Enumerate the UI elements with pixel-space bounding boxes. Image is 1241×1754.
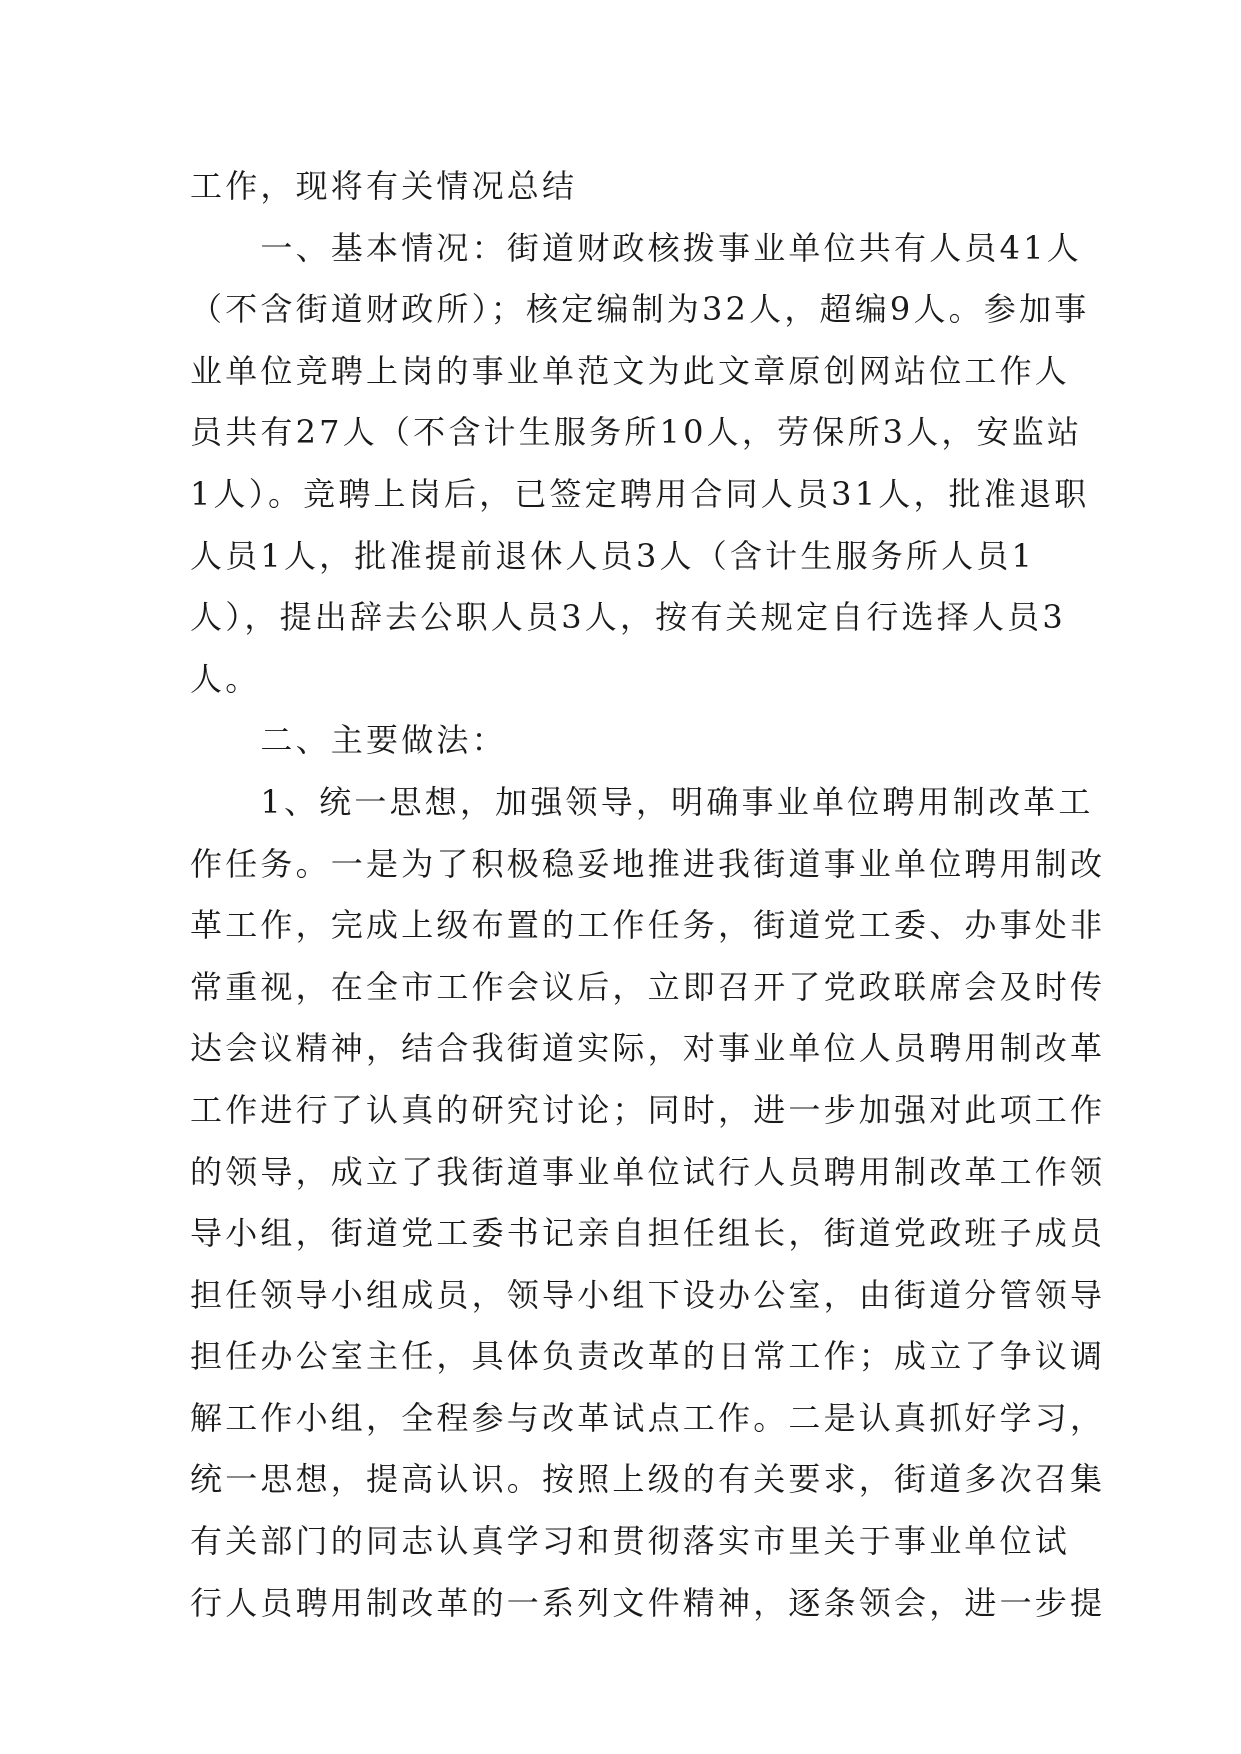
- text-line: 作任务。一是为了积极稳妥地推进我街道事业单位聘用制改: [190, 844, 1106, 883]
- text-line: 一、基本情况：街道财政核拨事业单位共有人员41人: [190, 228, 1082, 267]
- text-line: 有关部门的同志认真学习和贯彻落实市里关于事业单位试: [190, 1522, 1071, 1561]
- text-line: 革工作，完成上级布置的工作任务，街道党工委、办事处非: [190, 906, 1106, 945]
- text-line: （不含街道财政所）；核定编制为32人，超编9人。参加事: [190, 290, 1090, 329]
- text-line: 员共有27人（不含计生服务所10人，劳保所3人，安监站: [190, 413, 1083, 452]
- text-line: 统一思想，提高认识。按照上级的有关要求，街道多次召集: [190, 1460, 1106, 1499]
- section-heading: 二、主要做法：: [190, 721, 507, 760]
- text-line: 达会议精神，结合我街道实际，对事业单位人员聘用制改革: [190, 1029, 1106, 1068]
- text-line: 解工作小组，全程参与改革试点工作。二是认真抓好学习，: [190, 1398, 1106, 1437]
- text-line: 1、统一思想，加强领导，明确事业单位聘用制改革工: [190, 782, 1094, 821]
- text-line: 工作进行了认真的研究讨论；同时，进一步加强对此项工作: [190, 1090, 1106, 1129]
- text-line: 人员1人，批准提前退休人员3人（含计生服务所人员1: [190, 536, 1036, 575]
- text-line: 担任办公室主任，具体负责改革的日常工作；成立了争议调: [190, 1337, 1106, 1376]
- text-line: 常重视，在全市工作会议后，立即召开了党政联席会及时传: [190, 967, 1106, 1006]
- body-text: [190, 156, 1106, 1634]
- text-line: 业单位竞聘上岗的事业单范文为此文章原创网站位工作人: [190, 351, 1071, 390]
- text-line: 导小组，街道党工委书记亲自担任组长，街道党政班子成员: [190, 1214, 1106, 1253]
- text-line: 人），提出辞去公职人员3人，按有关规定自行选择人员3: [190, 598, 1066, 637]
- text-line: 1人）。竞聘上岗后，已签定聘用合同人员31人，批准退职: [190, 474, 1090, 513]
- text-line: 工作，现将有关情况总结: [190, 167, 578, 205]
- text-line: 行人员聘用制改革的一系列文件精神，逐条领会，进一步提: [190, 1583, 1106, 1622]
- text-line: 人。: [190, 659, 261, 698]
- text-line: 的领导，成立了我街道事业单位试行人员聘用制改革工作领: [190, 1152, 1106, 1191]
- text-line: 担任领导小组成员，领导小组下设办公室，由街道分管领导: [190, 1275, 1106, 1314]
